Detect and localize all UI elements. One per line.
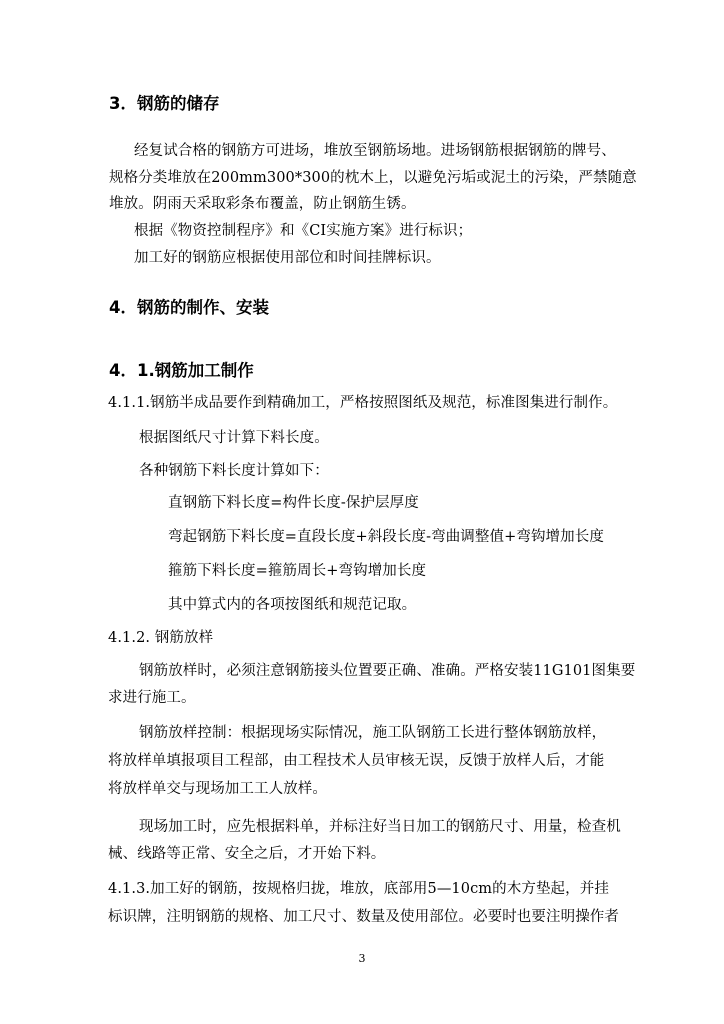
section-3-line-4: 根据《物资控制程序》和《CI实施方案》进行标识； bbox=[134, 223, 473, 239]
section-3-line-2: 规格分类堆放在200mm300*300的枕木上，以避免污垢或泥土的污染，严禁随意 bbox=[109, 170, 637, 186]
para-4-1-1-line-3: 各种钢筋下料长度计算如下： bbox=[139, 463, 329, 479]
page-number: 3 bbox=[358, 952, 366, 965]
para-4-1-2-line-1: 钢筋放样时，必须注意钢筋接头位置要正确、准确。严格安装11G101图集要 bbox=[139, 663, 636, 679]
section-3-line-1: 经复试合格的钢筋方可进场，堆放至钢筋场地。进场钢筋根据钢筋的牌号、 bbox=[134, 143, 616, 159]
para-4-1-3-line-1: 4.1.3.加工好的钢筋，按规格归拢，堆放，底部用5—10cm的木方垫起，并挂 bbox=[108, 881, 609, 897]
formula-stirrup: 箍筋下料长度=箍筋周长+弯钩增加长度 bbox=[168, 563, 427, 579]
para-4-1-1-line-1: 4.1.1.钢筋半成品要作到精确加工，严格按照图纸及规范，标准图集进行制作。 bbox=[108, 395, 618, 411]
para-4-1-2-line-4: 将放样单填报项目工程部，由工程技术人员审核无误，反馈于放样人后，才能 bbox=[108, 753, 605, 769]
formula-note: 其中算式内的各项按图纸和规范记取。 bbox=[168, 597, 417, 613]
para-4-1-2-line-5: 将放样单交与现场加工工人放样。 bbox=[108, 781, 327, 797]
para-4-1-2-line-2: 求进行施工。 bbox=[108, 690, 196, 706]
formula-straight-bar: 直钢筋下料长度=构件长度-保护层厚度 bbox=[168, 495, 419, 511]
section-3-line-5: 加工好的钢筋应根据使用部位和时间挂牌标识。 bbox=[134, 250, 441, 266]
section-4-heading: 4．钢筋的制作、安装 bbox=[109, 298, 269, 317]
section-3-line-3: 堆放。阴雨天采取彩条布覆盖，防止钢筋生锈。 bbox=[109, 196, 416, 212]
para-4-1-2-line-7: 械、线路等正常、安全之后，才开始下料。 bbox=[108, 846, 386, 862]
para-4-1-1-line-2: 根据图纸尺寸计算下料长度。 bbox=[139, 430, 329, 446]
section-3-heading: 3．钢筋的储存 bbox=[109, 94, 220, 113]
para-4-1-3-line-2: 标识牌，注明钢筋的规格、加工尺寸、数量及使用部位。必要时也要注明操作者 bbox=[108, 909, 619, 925]
para-4-1-2-title: 4.1.2. 钢筋放样 bbox=[108, 630, 214, 646]
para-4-1-2-line-3: 钢筋放样控制：根据现场实际情况，施工队钢筋工长进行整体钢筋放样， bbox=[139, 725, 607, 741]
para-4-1-2-line-6: 现场加工时，应先根据料单，并标注好当日加工的钢筋尺寸、用量，检查机 bbox=[139, 819, 621, 835]
formula-bent-bar: 弯起钢筋下料长度=直段长度+斜段长度-弯曲调整值+弯钩增加长度 bbox=[168, 529, 604, 545]
section-4-1-heading: 4．1.钢筋加工制作 bbox=[109, 361, 254, 380]
